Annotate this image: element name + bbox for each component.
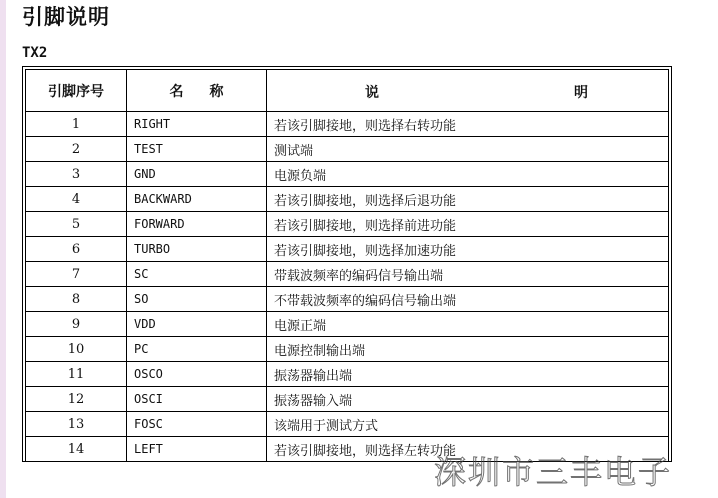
pin-name-cell: TURBO (127, 237, 267, 262)
table-row (26, 212, 669, 237)
pin-number-cell: 6 (26, 237, 127, 262)
pin-number-cell: 5 (26, 212, 127, 237)
header-desc-char-1: 说 (365, 85, 379, 101)
pin-description-cell: 带载波频率的编码信号输出端 (267, 262, 669, 287)
pin-table (25, 69, 669, 462)
pin-number-cell: 2 (26, 137, 127, 162)
table-row (26, 337, 669, 362)
pin-number-cell: 10 (26, 337, 127, 362)
pin-name-cell: OSCI (127, 387, 267, 412)
pin-description-cell: 振荡器输出端 (267, 362, 669, 387)
header-pin-name (127, 70, 267, 112)
table-row (26, 137, 669, 162)
pin-name-cell: SO (127, 287, 267, 312)
pin-name-cell: GND (127, 162, 267, 187)
pin-number-cell: 12 (26, 387, 127, 412)
table-row (26, 262, 669, 287)
pin-name-cell: FORWARD (127, 212, 267, 237)
pin-number-cell: 11 (26, 362, 127, 387)
pin-number-cell: 14 (26, 437, 127, 462)
pin-name-cell: PC (127, 337, 267, 362)
pin-name-cell: OSCO (127, 362, 267, 387)
pin-description-cell: 电源正端 (267, 312, 669, 337)
pin-number-cell: 9 (26, 312, 127, 337)
table-header-row (26, 70, 669, 112)
table-body (26, 112, 669, 462)
pin-description-cell: 若该引脚接地，则选择后退功能 (267, 187, 669, 212)
pin-name-cell: SC (127, 262, 267, 287)
pin-name-cell: BACKWARD (127, 187, 267, 212)
table-row (26, 362, 669, 387)
table-row (26, 112, 669, 137)
left-border-strip (0, 0, 6, 498)
table-row (26, 387, 669, 412)
pin-name-cell: VDD (127, 312, 267, 337)
pin-description-cell: 振荡器输入端 (267, 387, 669, 412)
pin-table-frame (22, 66, 672, 462)
table-row (26, 187, 669, 212)
pin-description-cell: 电源控制输出端 (267, 337, 669, 362)
pin-name-cell: TEST (127, 137, 267, 162)
pin-description-cell: 若该引脚接地，则选择前进功能 (267, 212, 669, 237)
pin-description-cell: 电源负端 (267, 162, 669, 187)
header-desc-char-2: 明 (574, 85, 588, 101)
pin-description-cell: 该端用于测试方式 (267, 412, 669, 437)
table-row (26, 162, 669, 187)
pin-description-cell: 不带载波频率的编码信号输出端 (267, 287, 669, 312)
header-name-char-2: 称 (209, 83, 224, 100)
pin-number-cell: 13 (26, 412, 127, 437)
header-name-char-1: 名 (169, 83, 184, 100)
model-label: TX2 (22, 45, 48, 61)
pin-description-cell: 若该引脚接地，则选择右转功能 (267, 112, 669, 137)
pin-name-cell: FOSC (127, 412, 267, 437)
pin-number-cell: 4 (26, 187, 127, 212)
table-row (26, 312, 669, 337)
pin-description-cell: 若该引脚接地，则选择左转功能 (267, 437, 669, 462)
pin-description-cell: 若该引脚接地，则选择加速功能 (267, 237, 669, 262)
table-row (26, 287, 669, 312)
pin-name-cell: RIGHT (127, 112, 267, 137)
pin-number-cell: 1 (26, 112, 127, 137)
pin-number-cell: 3 (26, 162, 127, 187)
pin-name-cell: LEFT (127, 437, 267, 462)
pin-number-cell: 7 (26, 262, 127, 287)
header-pin-number: 引脚序号 (26, 70, 127, 112)
watermark: 深圳市三丰电子 (434, 453, 673, 491)
table-row (26, 412, 669, 437)
pin-description-cell: 测试端 (267, 137, 669, 162)
page-title: 引脚说明 (22, 5, 110, 29)
pin-number-cell: 8 (26, 287, 127, 312)
header-description (267, 70, 669, 112)
table-row (26, 237, 669, 262)
